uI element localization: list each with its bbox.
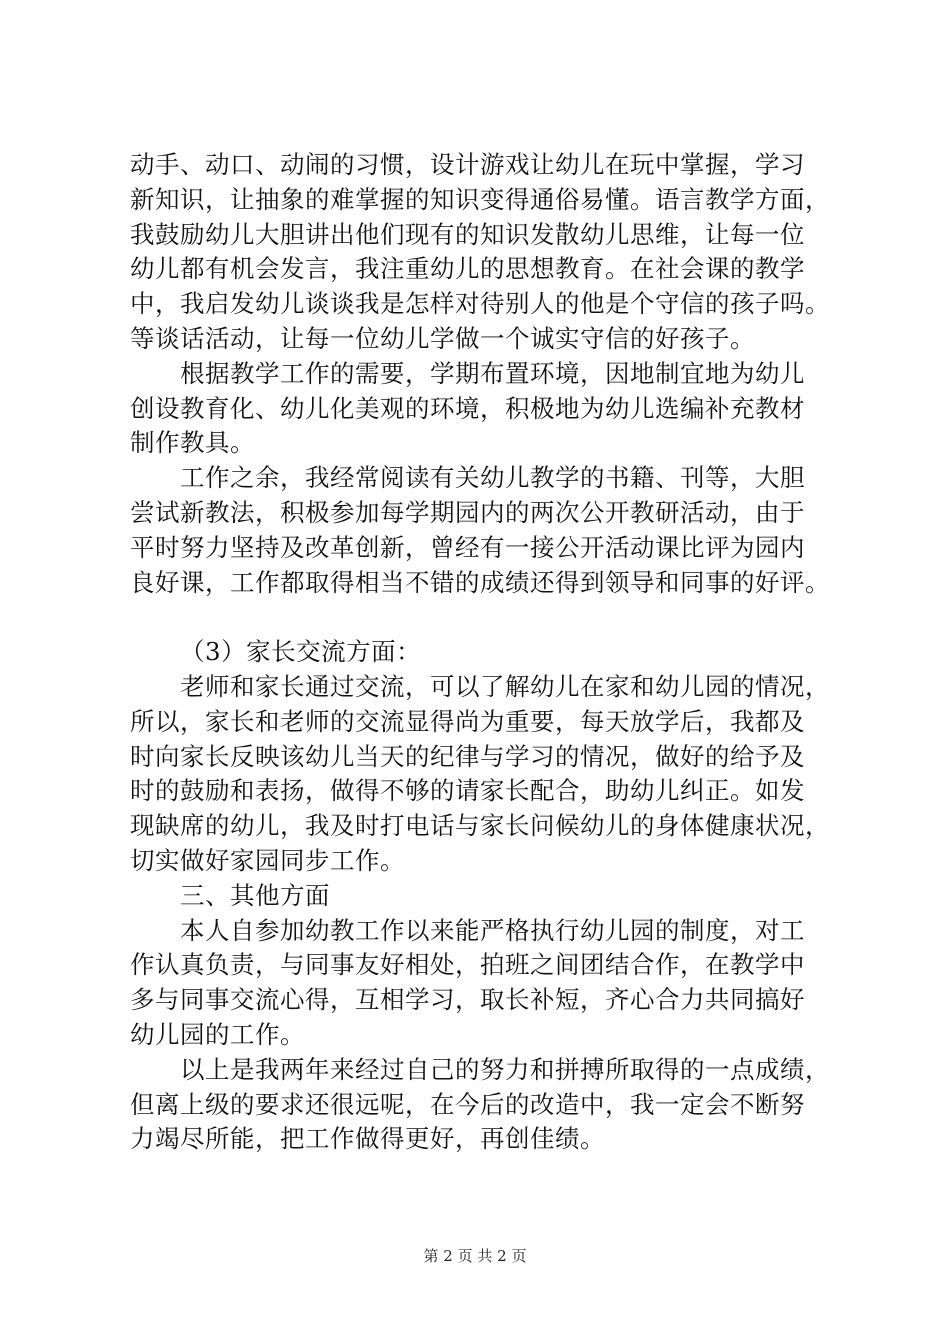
page-number-footer: 第 2 页 共 2 页 bbox=[423, 1247, 527, 1265]
paragraph-start-line: 本人自参加幼教工作以来能严格执行幼儿园的制度，对工 bbox=[180, 915, 805, 945]
paragraph-start-line: 老师和家长通过交流，可以了解幼儿在家和幼儿园的情况， bbox=[180, 671, 830, 701]
text-line: 平时努力坚持及改革创新，曾经有一接公开活动课比评为园内 bbox=[130, 532, 805, 562]
text-line: 时的鼓励和表扬，做得不够的请家长配合，助幼儿纠正。如发 bbox=[130, 776, 805, 806]
text-line: 新知识，让抽象的难掌握的知识变得通俗易懂。语言教学方面， bbox=[130, 184, 830, 214]
section-heading: 三、其他方面 bbox=[180, 880, 330, 910]
text-line: 良好课，工作都取得相当不错的成绩还得到领导和同事的好评。 bbox=[130, 567, 830, 597]
text-line: 创设教育化、幼儿化美观的环境，积极地为幼儿选编补充教材 bbox=[130, 393, 805, 423]
paragraph-start-line: 根据教学工作的需要，学期布置环境，因地制宜地为幼儿 bbox=[180, 358, 805, 388]
section-heading: （3）家长交流方面： bbox=[180, 637, 422, 667]
text-line: 尝试新教法，积极参加每学期园内的两次公开教研活动，由于 bbox=[130, 497, 805, 527]
text-line: 时向家长反映该幼儿当天的纪律与学习的情况，做好的给予及 bbox=[130, 741, 805, 771]
blank-line bbox=[130, 600, 830, 635]
text-line: 多与同事交流心得，互相学习，取长补短，齐心合力共同搞好 bbox=[130, 985, 805, 1015]
text-line: 作认真负责，与同事友好相处，拍班之间团结合作，在教学中 bbox=[130, 950, 805, 980]
text-line: 但离上级的要求还很远呢，在今后的改造中，我一定会不断努 bbox=[130, 1089, 805, 1119]
text-line: 中，我启发幼儿谈谈我是怎样对待别人的他是个守信的孩子吗。 bbox=[130, 289, 830, 319]
text-line: 动手、动口、动闹的习惯，设计游戏让幼儿在玩中掌握，学习 bbox=[130, 150, 805, 179]
document-body bbox=[130, 148, 830, 1157]
text-line: 我鼓励幼儿大胆讲出他们现有的知识发散幼儿思维，让每一位 bbox=[130, 219, 805, 249]
text-line: 所以，家长和老师的交流显得尚为重要，每天放学后，我都及 bbox=[130, 706, 805, 736]
text-line: 制作教具。 bbox=[130, 428, 255, 458]
text-line: 力竭尽所能，把工作做得更好，再创佳绩。 bbox=[130, 1124, 605, 1154]
text-line: 切实做好家园同步工作。 bbox=[130, 845, 405, 875]
text-line: 幼儿都有机会发言，我注重幼儿的思想教育。在社会课的教学 bbox=[130, 254, 805, 284]
paragraph-start-line: 工作之余，我经常阅读有关幼儿教学的书籍、刊等，大胆 bbox=[180, 463, 805, 493]
text-line: 幼儿园的工作。 bbox=[130, 1019, 305, 1049]
text-line: 等谈话活动，让每一位幼儿学做一个诚实守信的好孩子。 bbox=[130, 323, 755, 353]
paragraph-start-line: 以上是我两年来经过自己的努力和拼搏所取得的一点成绩， bbox=[180, 1054, 830, 1084]
text-line: 现缺席的幼儿，我及时打电话与家长问候幼儿的身体健康状况， bbox=[130, 811, 830, 841]
